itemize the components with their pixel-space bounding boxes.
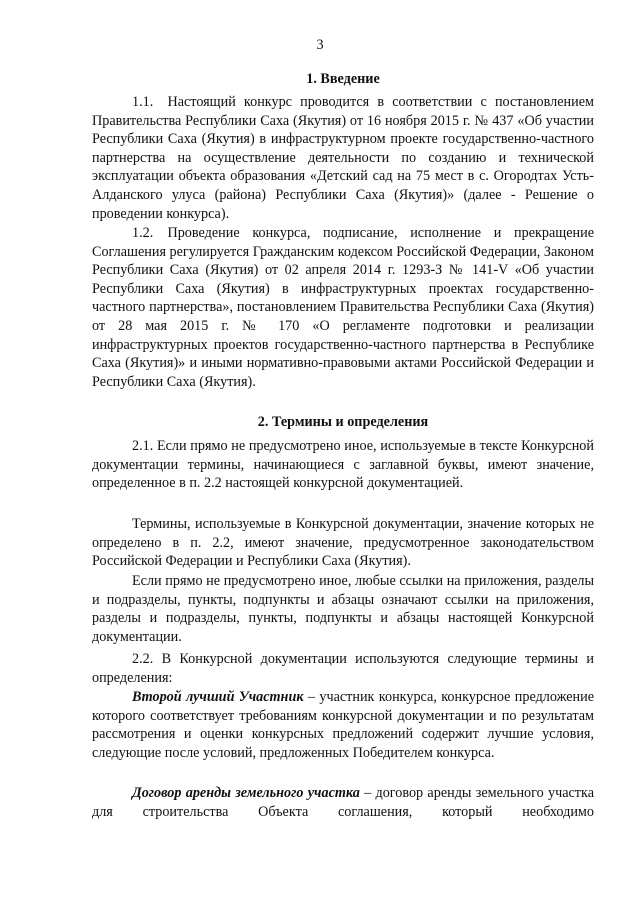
term-second-best-participant: Второй лучший Участник: [132, 689, 304, 705]
section-heading-introduction: 1. Введение: [306, 71, 380, 87]
paragraph-references: Если прямо не предусмотрено иное, любые ссылки на приложения, разделы и подразделы, пункты, подпункты и абзацы означают ссылки на приложения, разделы и подразделы, пункты, подпункты и абзацы настоящей Конкурсной документации.: [92, 573, 594, 645]
definition-text-land-lease: – договор аренды земельного участка для строительства Объекта соглашения, который необходимо: [92, 785, 594, 820]
section-heading-terms: 2. Термины и определения: [257, 414, 429, 430]
paragraph-2-1: 2.1. Если прямо не предусмотрено иное, используемые в тексте Конкурсной документации термины, начинающиеся с заглавной буквы, имеют значение, определенное в п. 2.2 настоящей конкурсной документацией.: [92, 438, 594, 492]
definition-land-lease: [92, 784, 594, 821]
paragraph-1-1: 1.1. Настоящий конкурс проводится в соответствии с постановлением Правительства Республики Саха (Якутия) от 16 ноября 2015 г. № 437 «Об участии Республики Саха (Якутия) в инфраструктурном проекте государственно-частного партнерства на осуществление деятельности по созданию и технической эксплуатации объекта образования «Детский сад на 75 мест в с. Огородтах Усть-Алданского улуса (района) Республики Саха (Якутия)» (далее - Решение о проведении конкурса).: [92, 94, 594, 222]
paragraph-terms-undefined: Термины, используемые в Конкурсной документации, значение которых не определено в п. 2.2, имеют значение, предусмотренное законодательством Российской Федерации и Республики Саха (Якутия).: [92, 516, 594, 570]
term-land-lease: Договор аренды земельного участка: [132, 785, 360, 801]
definition-text-second-best-participant: – участник конкурса, конкурсное предложение которого соответствует требованиям конкурсной документации и по результатам рассмотрения и оценки конкурсных предложений содержит лучшие условия, следующие после условий, предложенных Победителем конкурса.: [92, 689, 595, 761]
definition-second-best-participant: [92, 688, 594, 762]
paragraph-2-2: 2.2. В Конкурсной документации используются следующие термины и определения:: [92, 651, 594, 686]
paragraph-1-2: 1.2. Проведение конкурса, подписание, исполнение и прекращение Соглашения регулируется Гражданским кодексом Российской Федерации, Законом Республики Саха (Якутия) от 02 апреля 2014 г. 1293-З № 141-V «Об участии Республики Саха (Якутия) в инфраструктурных проектах государственно-частного партнерства», постановлением Правительства Республики Саха (Якутия) от 28 мая 2015 г. № 170 «О регламенте подготовки и реализации инфраструктурных проектов государственно-частного партнерства в Республике Саха (Якутия)» и иными нормативно-правовыми актами Российской Федерации и Республики Саха (Якутия).: [92, 225, 594, 390]
page-number: 3: [316, 37, 324, 53]
